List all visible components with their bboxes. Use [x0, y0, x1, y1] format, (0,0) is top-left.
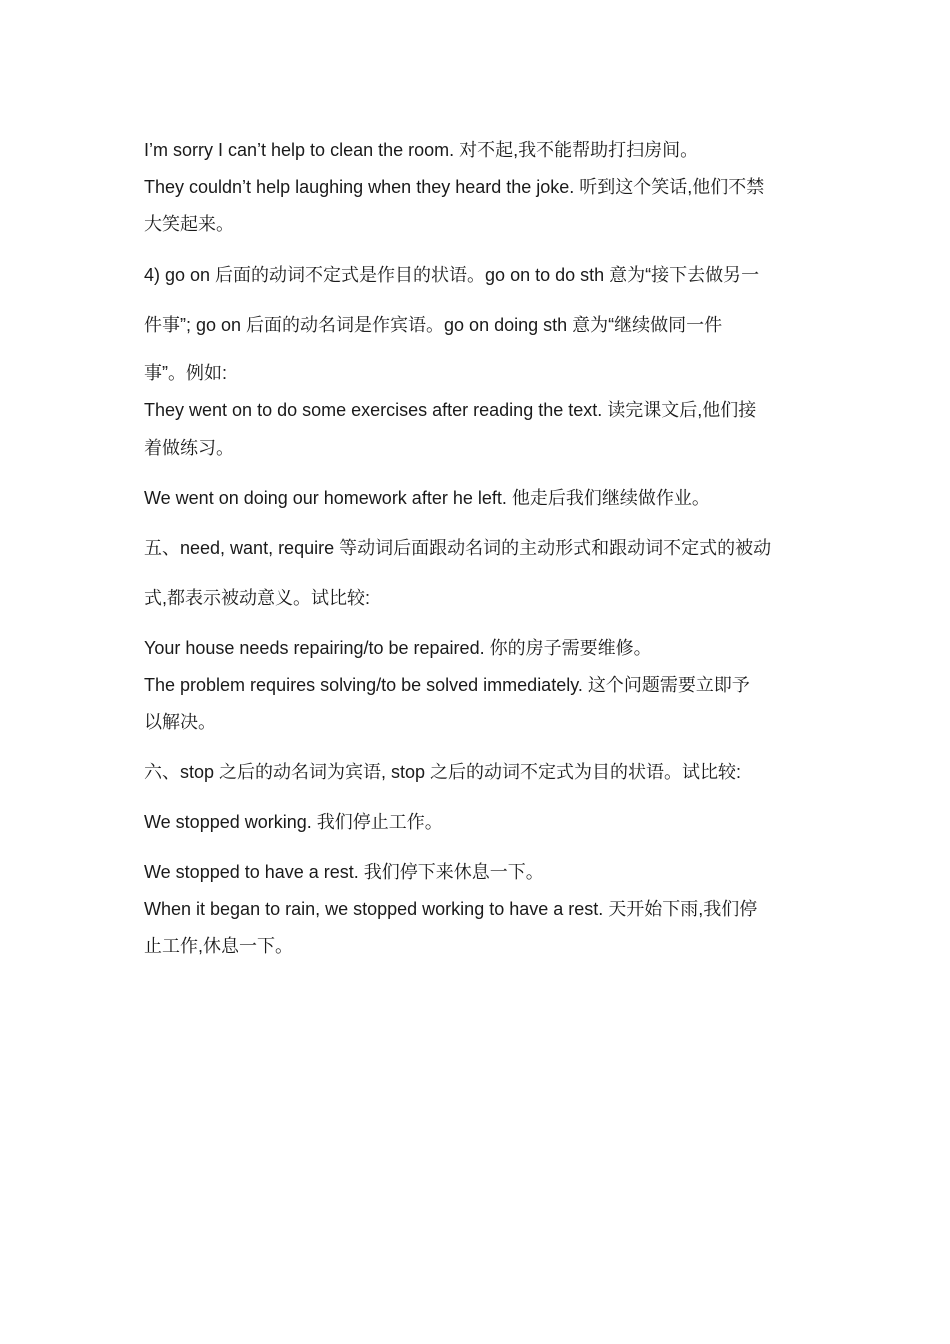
text-line: We went on doing our homework after he left. 他走后我们继续做作业。: [144, 488, 710, 508]
text-line: 五、need, want, require 等动词后面跟动名词的主动形式和跟动词不定式的被动: [144, 538, 772, 558]
text-line: 止工作,休息一下。: [144, 936, 294, 956]
text-line: When it began to rain, we stopped working to have a rest. 天开始下雨,我们停: [144, 899, 758, 919]
text-line: 大笑起来。: [144, 214, 234, 234]
text-line: We stopped to have a rest. 我们停下来休息一下。: [144, 862, 544, 882]
text-line: 事”。例如:: [144, 363, 227, 383]
text-line: The problem requires solving/to be solved immediately. 这个问题需要立即予: [144, 675, 750, 695]
text-line: I’m sorry I can’t help to clean the room. 对不起,我不能帮助打扫房间。: [144, 140, 699, 160]
text-line: 以解决。: [144, 712, 216, 732]
text-line: 4) go on 后面的动词不定式是作目的状语。go on to do sth 意为“接下去做另一: [144, 265, 760, 285]
text-line: 件事”; go on 后面的动名词是作宾语。go on doing sth 意为“继续做同一件: [144, 315, 723, 335]
text-line: We stopped working. 我们停止工作。: [144, 812, 443, 832]
text-line: Your house needs repairing/to be repaired. 你的房子需要维修。: [144, 638, 652, 658]
text-line: They went on to do some exercises after reading the text. 读完课文后,他们接: [144, 400, 757, 420]
text-line: They couldn’t help laughing when they heard the joke. 听到这个笑话,他们不禁: [144, 177, 765, 197]
text-line: 着做练习。: [144, 438, 234, 458]
text-line: 六、stop 之后的动名词为宾语, stop 之后的动词不定式为目的状语。试比较:: [144, 762, 742, 782]
text-line: 式,都表示被动意义。试比较:: [144, 588, 371, 608]
